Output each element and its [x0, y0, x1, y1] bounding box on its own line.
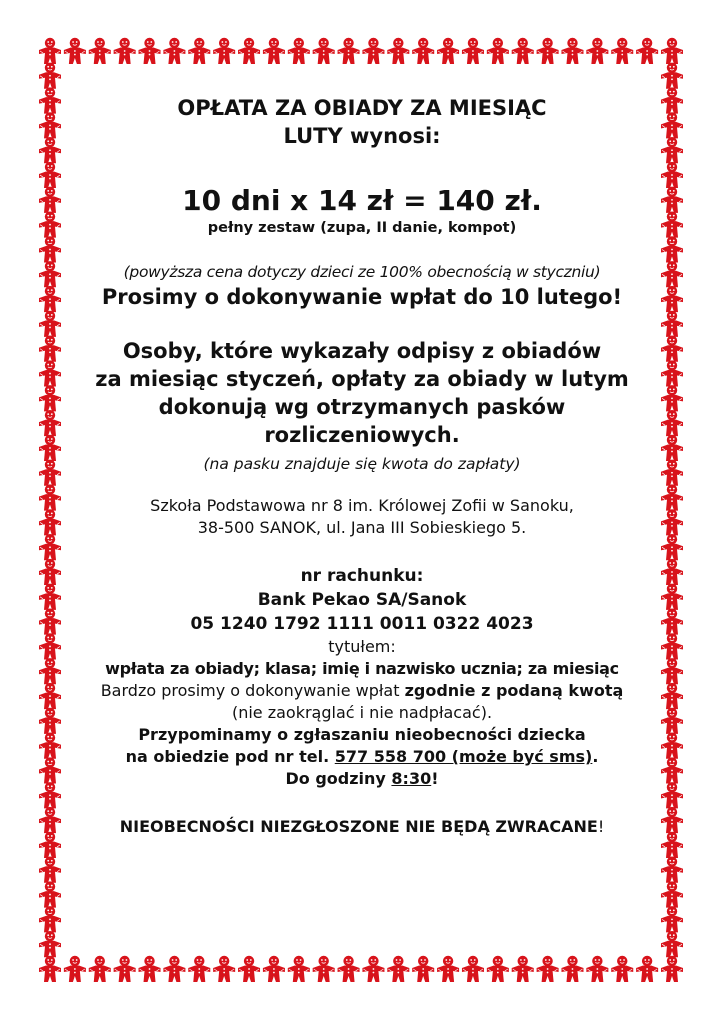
gingerbread-man-icon: [39, 38, 61, 64]
gingerbread-man-icon: [362, 38, 384, 64]
payment-note-detail: (nie zaokrąglać i nie nadpłacać).: [231, 703, 493, 722]
absence-deadline-suffix: !: [431, 769, 439, 788]
gingerbread-man-icon: [661, 460, 683, 486]
gingerbread-man-icon: [362, 956, 384, 982]
gingerbread-man-icon: [661, 87, 683, 113]
gingerbread-man-icon: [512, 956, 534, 982]
gingerbread-man-icon: [39, 509, 61, 535]
gingerbread-man-icon: [39, 633, 61, 659]
gingerbread-man-icon: [263, 38, 285, 64]
gingerbread-man-icon: [561, 956, 583, 982]
gingerbread-man-icon: [39, 956, 61, 982]
gingerbread-man-icon: [661, 956, 683, 982]
gingerbread-man-icon: [661, 286, 683, 312]
gingerbread-man-icon: [661, 559, 683, 585]
account-label: nr rachunku:: [300, 566, 424, 586]
payment-note: [62, 680, 662, 702]
gingerbread-man-icon: [661, 360, 683, 386]
gingerbread-man-icon: [288, 956, 310, 982]
gingerbread-man-icon: [661, 336, 683, 362]
payment-note-prefix: Bardzo prosimy o dokonywanie wpłat: [100, 681, 405, 700]
bank-name: Bank Pekao SA/Sanok: [257, 590, 467, 610]
gingerbread-man-icon: [661, 757, 683, 783]
gingerbread-man-icon: [661, 509, 683, 535]
title-line-2: LUTY wynosi:: [283, 124, 441, 148]
gingerbread-man-icon: [163, 956, 185, 982]
gingerbread-man-icon: [39, 683, 61, 709]
deductions-line-1: Osoby, które wykazały odpisy z obiadów: [122, 339, 602, 363]
gingerbread-man-icon: [39, 906, 61, 932]
gingerbread-man-icon: [39, 87, 61, 113]
gingerbread-man-icon: [139, 38, 161, 64]
gingerbread-man-icon: [39, 832, 61, 858]
gingerbread-man-icon: [537, 38, 559, 64]
gingerbread-man-icon: [39, 236, 61, 262]
gingerbread-man-icon: [487, 956, 509, 982]
gingerbread-man-icon: [39, 881, 61, 907]
gingerbread-man-icon: [661, 832, 683, 858]
gingerbread-man-icon: [39, 63, 61, 89]
gingerbread-man-icon: [661, 708, 683, 734]
gingerbread-man-icon: [188, 956, 210, 982]
gingerbread-man-icon: [387, 956, 409, 982]
gingerbread-man-icon: [263, 956, 285, 982]
gingerbread-man-icon: [39, 336, 61, 362]
gingerbread-man-icon: [437, 956, 459, 982]
gingerbread-man-icon: [636, 38, 658, 64]
gingerbread-man-icon: [661, 733, 683, 759]
gingerbread-man-icon: [39, 360, 61, 386]
gingerbread-man-icon: [661, 311, 683, 337]
gingerbread-man-icon: [39, 931, 61, 957]
absence-line-2-suffix: .: [592, 747, 599, 766]
gingerbread-man-icon: [39, 559, 61, 585]
gingerbread-man-icon: [661, 658, 683, 684]
gingerbread-man-icon: [412, 956, 434, 982]
gingerbread-man-icon: [39, 261, 61, 287]
gingerbread-man-icon: [661, 931, 683, 957]
gingerbread-man-icon: [89, 956, 111, 982]
gingerbread-man-icon: [39, 435, 61, 461]
gingerbread-man-icon: [39, 733, 61, 759]
gingerbread-man-icon: [661, 857, 683, 883]
gingerbread-man-icon: [114, 38, 136, 64]
deductions-line-2: za miesiąc styczeń, opłaty za obiady w lutym: [95, 367, 629, 391]
gingerbread-man-icon: [561, 38, 583, 64]
gingerbread-man-icon: [611, 38, 633, 64]
transfer-title-text: wpłata za obiady; klasa; imię i nazwisko ucznia; za miesiąc: [105, 659, 619, 678]
gingerbread-man-icon: [661, 584, 683, 610]
transfer-title-label: tytułem:: [328, 637, 396, 656]
gingerbread-man-icon: [39, 807, 61, 833]
gingerbread-man-icon: [89, 38, 111, 64]
gingerbread-man-icon: [661, 435, 683, 461]
gingerbread-man-icon: [64, 38, 86, 64]
deductions-line-4: rozliczeniowych.: [264, 423, 460, 447]
gingerbread-man-icon: [661, 633, 683, 659]
gingerbread-man-icon: [39, 658, 61, 684]
gingerbread-man-icon: [39, 857, 61, 883]
gingerbread-man-icon: [661, 187, 683, 213]
price-equation: 10 dni x 14 zł = 140 zł.: [182, 184, 542, 217]
gingerbread-man-icon: [661, 906, 683, 932]
gingerbread-man-icon: [39, 112, 61, 138]
gingerbread-man-icon: [661, 385, 683, 411]
gingerbread-man-icon: [39, 286, 61, 312]
absence-line-2: [62, 746, 662, 768]
gingerbread-man-icon: [462, 38, 484, 64]
absence-deadline-time: 8:30: [391, 769, 432, 788]
set-note: pełny zestaw (zupa, II danie, kompot): [207, 220, 517, 236]
gingerbread-man-icon: [313, 38, 335, 64]
gingerbread-man-icon: [188, 38, 210, 64]
absence-deadline-prefix: Do godziny: [285, 769, 392, 788]
footer-warning-text: NIEOBECNOŚCI NIEZGŁOSZONE NIE BĘDĄ ZWRACANE: [119, 817, 598, 836]
gingerbread-man-icon: [611, 956, 633, 982]
gingerbread-man-icon: [661, 410, 683, 436]
gingerbread-man-icon: [39, 385, 61, 411]
gingerbread-man-icon: [661, 137, 683, 163]
gingerbread-man-icon: [537, 956, 559, 982]
gingerbread-man-icon: [661, 683, 683, 709]
gingerbread-man-icon: [39, 584, 61, 610]
absence-deadline: [62, 768, 662, 790]
gingerbread-man-icon: [238, 38, 260, 64]
absence-line-1: Przypominamy o zgłaszaniu nieobecności dziecka: [138, 725, 586, 744]
payment-note-emphasis: zgodnie z podaną kwotą: [404, 681, 624, 700]
gingerbread-man-icon: [39, 708, 61, 734]
gingerbread-man-icon: [39, 211, 61, 237]
gingerbread-man-icon: [661, 211, 683, 237]
gingerbread-man-icon: [238, 956, 260, 982]
gingerbread-man-icon: [586, 956, 608, 982]
gingerbread-man-icon: [39, 484, 61, 510]
school-address: 38-500 SANOK, ul. Jana III Sobieskiego 5.: [197, 518, 527, 537]
gingerbread-man-icon: [462, 956, 484, 982]
gingerbread-man-icon: [661, 63, 683, 89]
gingerbread-man-icon: [213, 38, 235, 64]
footer-warning: [62, 816, 662, 838]
gingerbread-man-icon: [661, 881, 683, 907]
gingerbread-man-icon: [39, 757, 61, 783]
account-number: 05 1240 1792 1111 0011 0322 4023: [190, 614, 534, 634]
gingerbread-man-icon: [163, 38, 185, 64]
gingerbread-man-icon: [114, 956, 136, 982]
gingerbread-man-icon: [661, 162, 683, 188]
attendance-note: (powyższa cena dotyczy dzieci ze 100% obecnością w styczniu): [123, 263, 601, 281]
gingerbread-man-icon: [338, 38, 360, 64]
gingerbread-man-icon: [487, 38, 509, 64]
gingerbread-man-icon: [39, 137, 61, 163]
gingerbread-man-icon: [313, 956, 335, 982]
gingerbread-man-icon: [661, 38, 683, 64]
phone-number: 577 558 700 (może być sms): [334, 747, 593, 766]
gingerbread-man-icon: [39, 460, 61, 486]
gingerbread-man-icon: [213, 956, 235, 982]
gingerbread-man-icon: [64, 956, 86, 982]
gingerbread-man-icon: [139, 956, 161, 982]
gingerbread-man-icon: [39, 534, 61, 560]
gingerbread-man-icon: [661, 112, 683, 138]
gingerbread-man-icon: [39, 608, 61, 634]
gingerbread-man-icon: [586, 38, 608, 64]
gingerbread-man-icon: [387, 38, 409, 64]
announcement: [62, 90, 662, 838]
gingerbread-man-icon: [338, 956, 360, 982]
gingerbread-man-icon: [288, 38, 310, 64]
footer-warning-suffix: !: [597, 817, 605, 836]
absence-line-2-prefix: na obiedzie pod nr tel.: [125, 747, 335, 766]
gingerbread-man-icon: [412, 38, 434, 64]
gingerbread-man-icon: [39, 187, 61, 213]
gingerbread-man-icon: [39, 162, 61, 188]
payment-deadline: Prosimy o dokonywanie wpłat do 10 lutego!: [101, 285, 623, 309]
deductions-note: (na pasku znajduje się kwota do zapłaty): [203, 455, 521, 473]
school-name: Szkoła Podstawowa nr 8 im. Królowej Zofii w Sanoku,: [150, 496, 574, 515]
deductions-line-3: dokonują wg otrzymanych pasków: [158, 395, 566, 419]
gingerbread-man-icon: [39, 311, 61, 337]
title-line-1: OPŁATA ZA OBIADY ZA MIESIĄC: [177, 96, 547, 120]
gingerbread-man-icon: [661, 484, 683, 510]
gingerbread-man-icon: [437, 38, 459, 64]
gingerbread-man-icon: [39, 782, 61, 808]
gingerbread-man-icon: [661, 608, 683, 634]
gingerbread-man-icon: [661, 261, 683, 287]
gingerbread-man-icon: [661, 534, 683, 560]
gingerbread-man-icon: [512, 38, 534, 64]
gingerbread-man-icon: [661, 782, 683, 808]
gingerbread-man-icon: [39, 410, 61, 436]
gingerbread-man-icon: [636, 956, 658, 982]
gingerbread-man-icon: [661, 807, 683, 833]
gingerbread-man-icon: [661, 236, 683, 262]
